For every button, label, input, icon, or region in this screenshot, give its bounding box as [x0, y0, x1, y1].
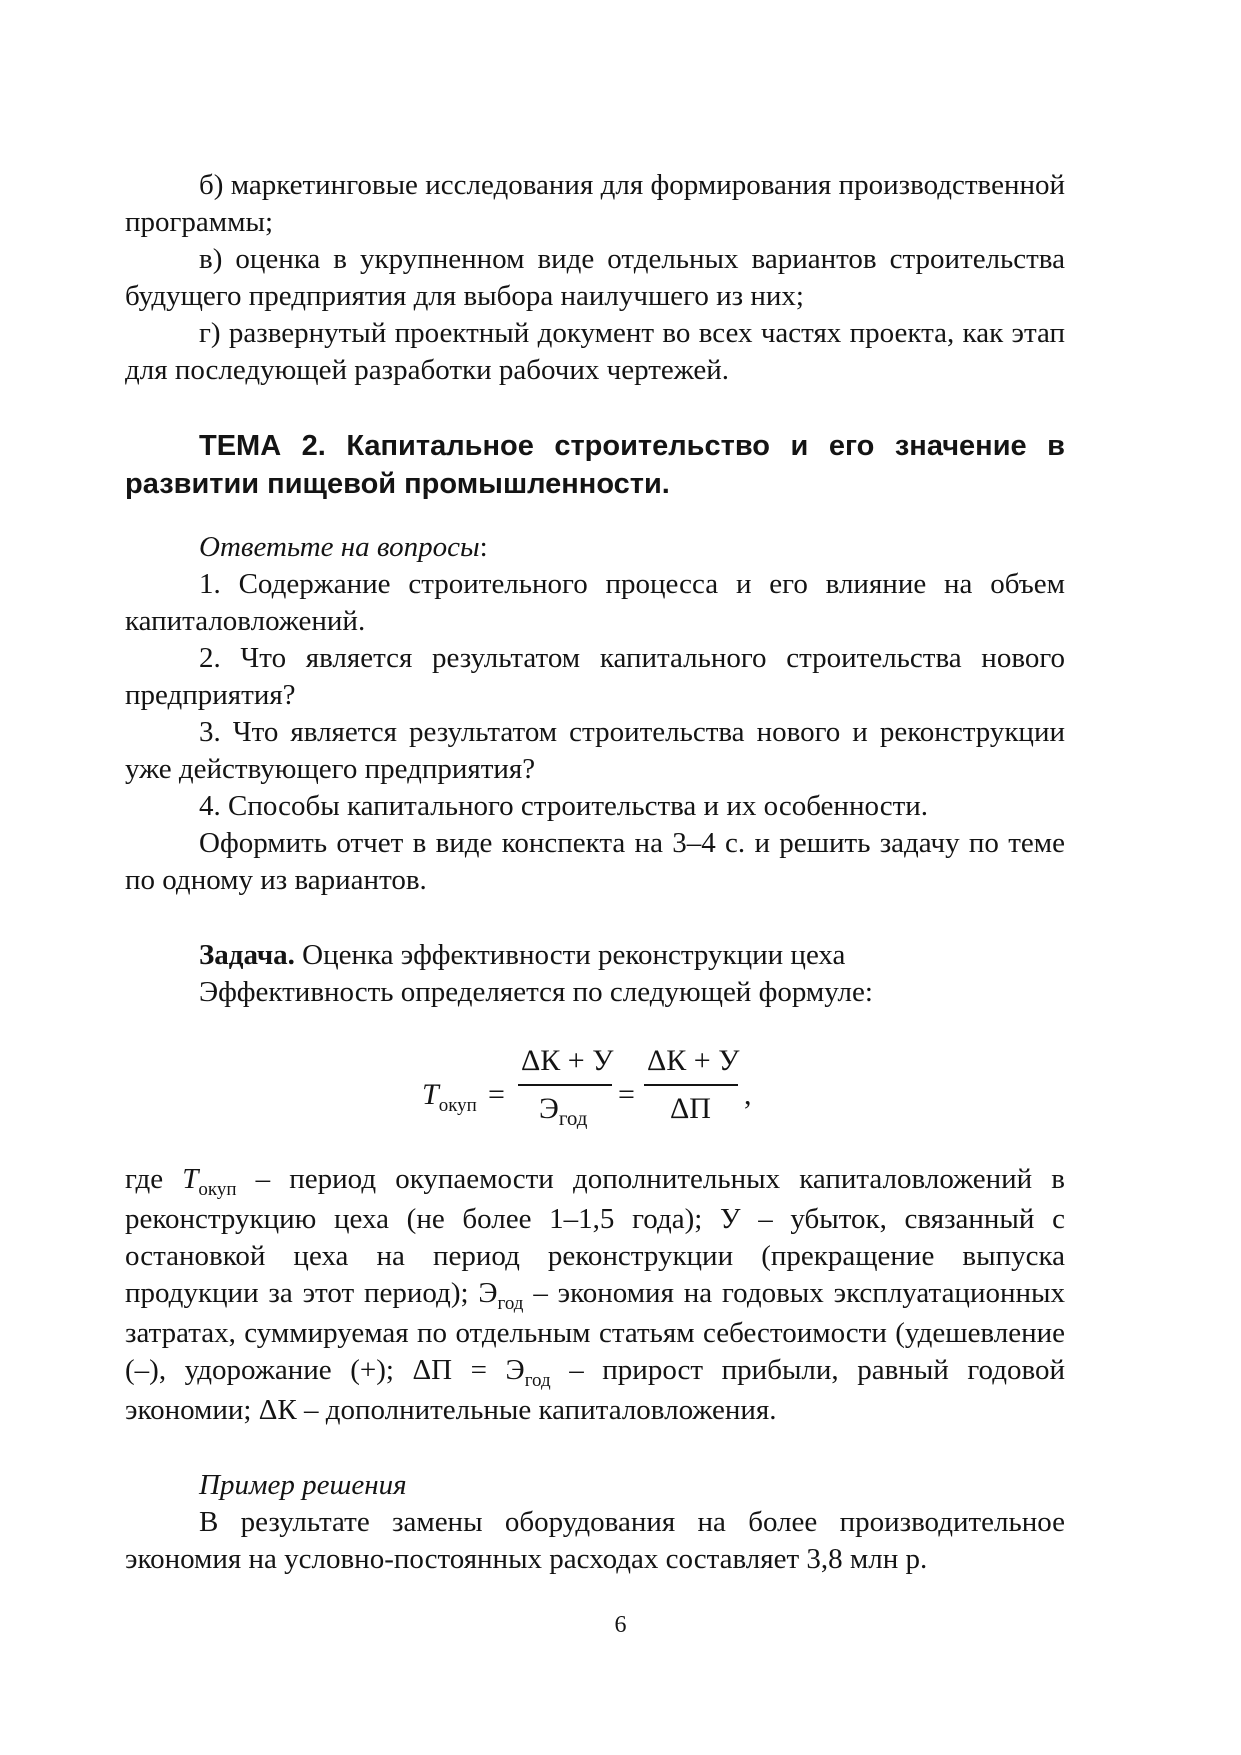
page-number: 6	[614, 1612, 627, 1638]
definitions-text-3: – прирост прибыли, равный годовой экономии; ΔК – дополнительные капиталовложения.	[125, 1354, 1065, 1426]
e-subscript-1: год	[497, 1293, 524, 1314]
page-content	[125, 0, 1065, 1578]
list-item-b: б) маркетинговые исследования для формирования производственной программы;	[125, 169, 1065, 238]
formula-eq-1: =	[488, 1078, 505, 1111]
questions-prompt	[125, 529, 1065, 566]
question-2: 2. Что является результатом капитального строительства нового предприятия?	[125, 642, 1065, 711]
topic-heading: ТЕМА 2. Капитальное строительство и его значение в развитии пищевой промышленности.	[125, 430, 1065, 500]
question-1: 1. Содержание строительного процесса и его влияние на объем капиталовложений.	[125, 568, 1065, 637]
task-label: Задача.	[199, 939, 295, 971]
formula-eq-2: =	[618, 1078, 635, 1111]
formula-numerator-2: ΔК + У	[647, 1044, 740, 1077]
list-item-v: в) оценка в укрупненном виде отдельных вариантов строительства будущего предприятия для выбора наилучшего из них;	[125, 243, 1065, 312]
fraction-bar-1	[518, 1084, 612, 1086]
definitions-text-1: – период окупаемости дополнительных капиталовложений в реконструкцию цеха (не более 1–1,5 года); У – убыток, связанный с остановкой цеха на период реконструкции (прекращение выпуска продукции за этот период); Э	[125, 1163, 1066, 1309]
formula-intro: Эффективность определяется по следующей формуле:	[199, 976, 873, 1008]
t-subscript: окуп	[198, 1179, 237, 1200]
question-4: 4. Способы капитального строительства и их особенности.	[199, 790, 929, 822]
definitions-text-2: – экономия на годовых эксплуатационных затратах, суммируемая по отдельным статьям себестоимости (удешевление (–), удорожание (+); ΔП = Э	[125, 1277, 1065, 1386]
question-3: 3. Что является результатом строительства нового и реконструкции уже действующего предприятия?	[125, 716, 1065, 785]
formula-lhs-sub: окуп	[438, 1095, 477, 1116]
report-instruction: Оформить отчет в виде конспекта на 3–4 с. и решить задачу по теме по одному из вариантов.	[125, 827, 1065, 896]
definitions-paragraph	[125, 1161, 1065, 1429]
formula-den1-var: Э	[539, 1092, 559, 1125]
definitions-where: где	[125, 1163, 183, 1195]
formula-denominator-2: ΔП	[670, 1092, 711, 1125]
t-variable: T	[182, 1163, 199, 1195]
formula-denominator-1	[539, 1092, 588, 1130]
questions-prompt-colon: :	[479, 531, 488, 563]
formula-comma: ,	[744, 1078, 752, 1111]
list-item-g: г) развернутый проектный документ во всех частях проекта, как этап для последующей разработки рабочих чертежей.	[125, 317, 1065, 386]
task-title	[125, 937, 1065, 974]
formula-lhs-var: T	[422, 1078, 439, 1111]
task-title-text: Оценка эффективности реконструкции цеха	[294, 939, 846, 971]
example-text: В результате замены оборудования на более производительное экономия на условно-постоянных расходах составляет 3,8 млн р.	[125, 1506, 1065, 1575]
fraction-bar-2	[644, 1084, 738, 1086]
formula-den1-sub: год	[558, 1106, 588, 1130]
e-subscript-2: год	[524, 1370, 551, 1391]
formula-lhs	[422, 1078, 477, 1116]
example-heading: Пример решения	[199, 1469, 407, 1501]
payback-formula	[422, 1040, 782, 1150]
formula-numerator-1: ΔК + У	[521, 1044, 614, 1077]
questions-prompt-text: Ответьте на вопросы	[199, 531, 480, 563]
